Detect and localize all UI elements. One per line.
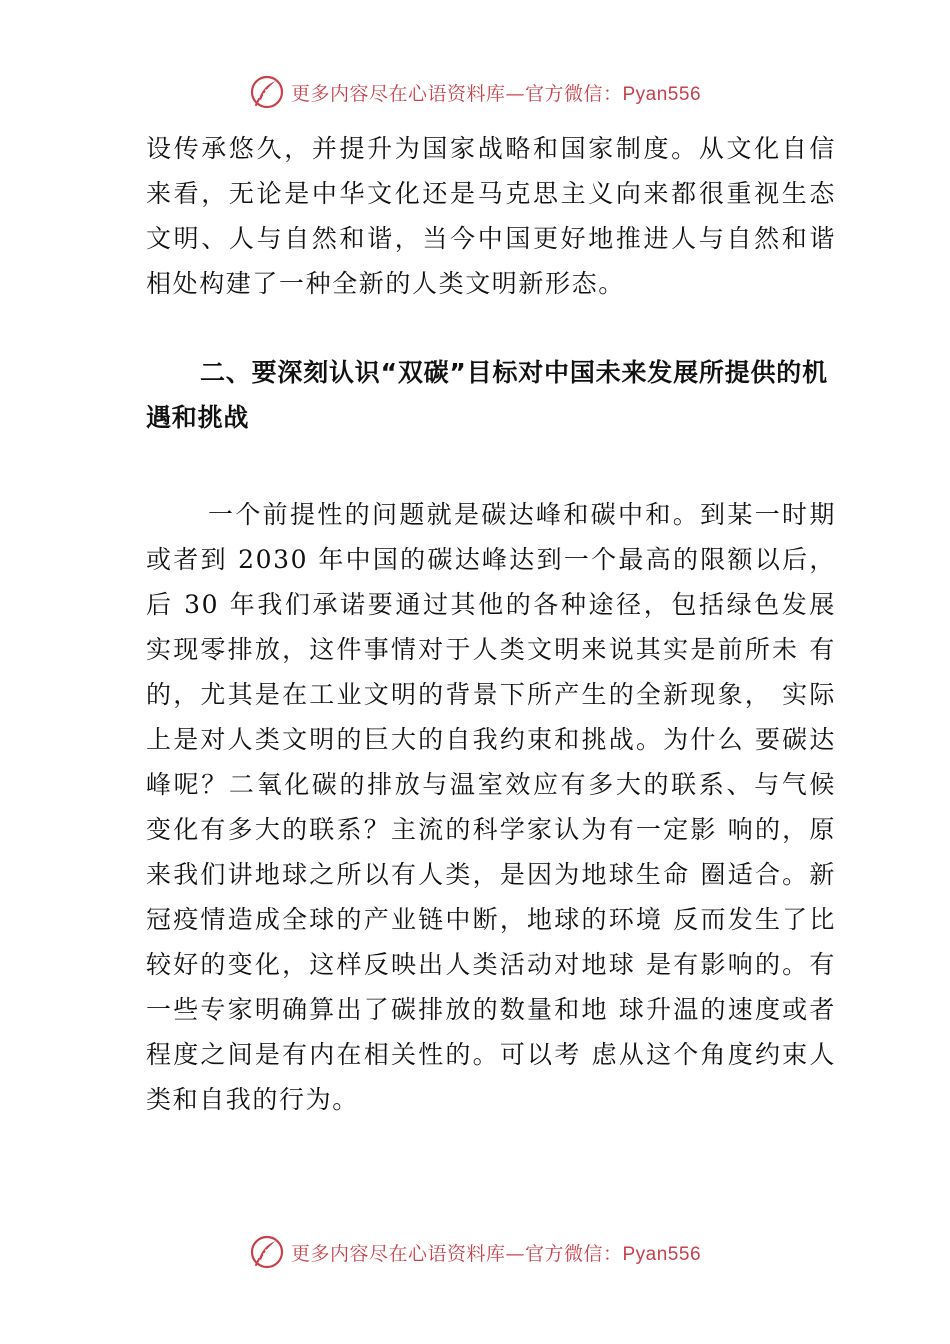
body-paragraph: 设传承悠久，并提升为国家战略和国家制度。从文化自信来看，无论是中华文化还是马克思主义向来都很重视生态文明、人与自然和谐，当今中国更好地推进人与自然和谐相处构建了一种全新的人类文明新形态。 [146,134,836,298]
section-heading: 二、要深刻认识“双碳”目标对中国未来发展所提供的机遇和挑战 [146,358,828,432]
header-watermark [0,72,950,112]
body-paragraph: 一个前提性的问题就是碳达峰和碳中和。到某一时期或者到 2030 年中国的碳达峰达到一个最高的限额以后，后 30 年我们承诺要通过其他的各种途径，包括绿色发展实现零排放，这件事情对于人类文明来说其实是前所未 有的，尤其是在工业文明的背景下所产生的全新现象， 实际上是对人类文明的巨大的自我约束和挑战。为什么 要碳达峰呢？二氧化碳的排放与温室效应有多大的联系、与气候变化有多大的联系？主流的科学家认为有一定影 响的，原来我们讲地球之所以有人类，是因为地球生命 圈适合。新冠疫情造成全球的产业链中断，地球的环境 反而发生了比较好的变化，这样反映出人类活动对地球 是有影响的。有一些专家明确算出了碳排放的数量和地 球升温的速度或者程度之间是有内在相关性的。可以考 虑从这个角度约束人类和自我的行为。 [146,500,836,1114]
feather-pen-logo-icon [249,74,285,110]
document-body [146,126,836,1122]
feather-pen-logo-icon [249,1234,285,1270]
watermark-text: 更多内容尽在心语资料库—官方微信：Pyan556 [290,82,702,105]
watermark-text: 更多内容尽在心语资料库—官方微信：Pyan556 [290,1242,702,1265]
footer-watermark [0,1232,950,1272]
